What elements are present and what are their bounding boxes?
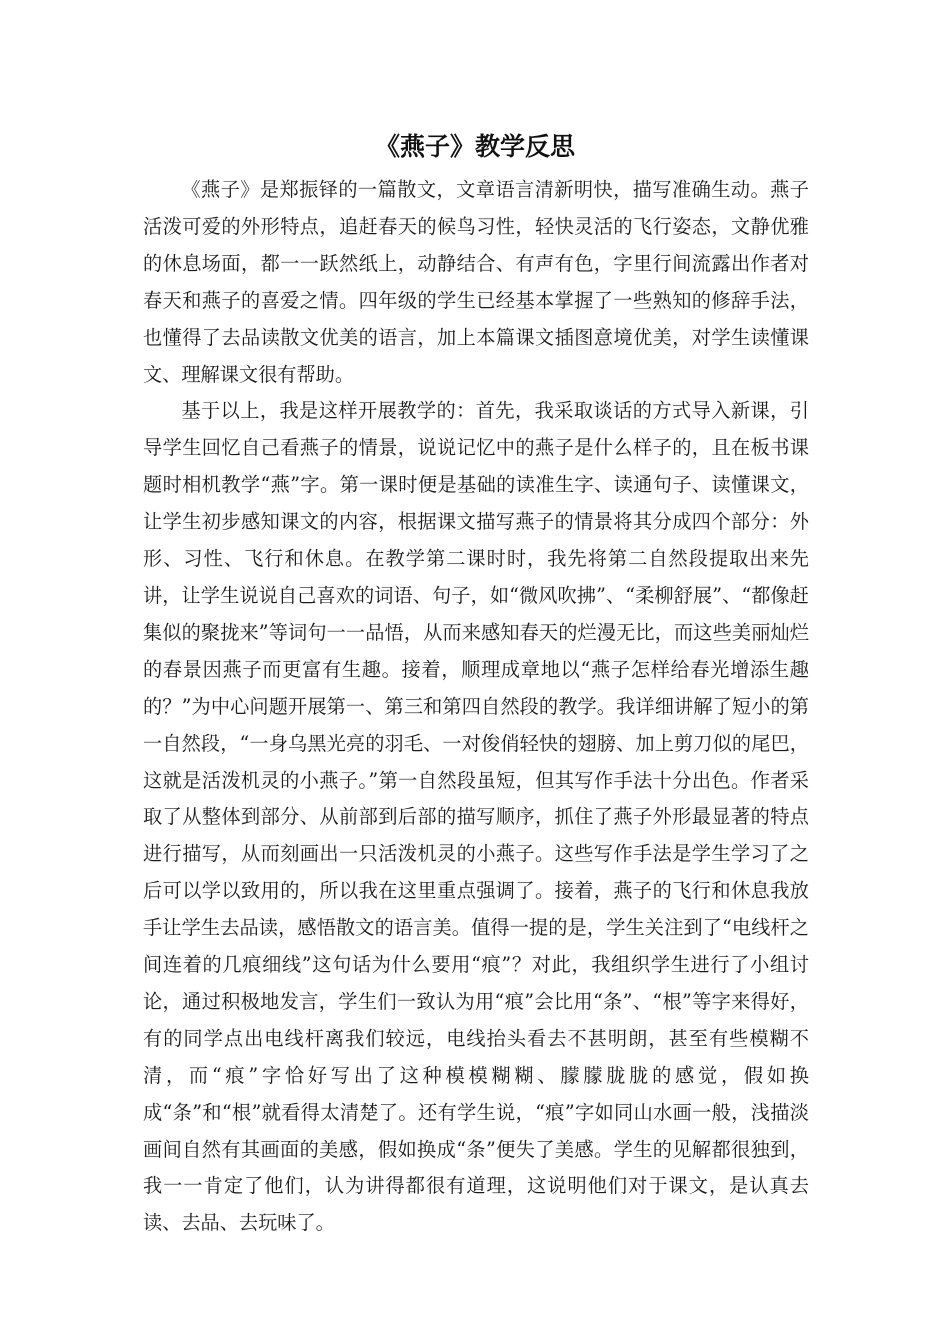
paragraph-intro: 《燕子》是郑振铎的一篇散文，文章语言清新明快，描写准确生动。燕子活泼可爱的外形特点，追赶春天的候鸟习性，轻快灵活的飞行姿态，文静优雅的休息场面，都一一跃然纸上，动静结合、有声有色，字里行间流露出作者对春天和燕子的喜爱之情。四年级的学生已经基本掌握了一些熟知的修辞手法，也懂得了去品读散文优美的语言，加上本篇课文插图意境优美，对学生读懂课文、理解课文很有帮助。	[143, 178, 809, 386]
document-body	[143, 172, 809, 1242]
paragraph-teaching-process: 基于以上，我是这样开展教学的：首先，我采取谈话的方式导入新课，引导学生回忆自己看燕子的情景，说说记忆中的燕子是什么样子的，且在板书课题时相机教学“燕”字。第一课时便是基础的读准生字、读通句子、读懂课文，让学生初步感知课文的内容，根据课文描写燕子的情景将其分成四个部分：外形、习性、飞行和休息。在教学第二课时时，我先将第二自然段提取出来先讲，让学生说说自己喜欢的词语、句子，如“微风吹拂”、“柔柳舒展”、“都像赶集似的聚拢来”等词句一一品悟，从而来感知春天的烂漫无比，而这些美丽灿烂的春景因燕子而更富有生趣。接着，顺理成章地以“燕子怎样给春光增添生趣的？”为中心问题开展第一、第三和第四自然段的教学。我详细讲解了短小的第一自然段，“一身乌黑光亮的羽毛、一对俊俏轻快的翅膀、加上剪刀似的尾巴，这就是活泼机灵的小燕子。”第一自然段虽短，但其写作手法十分出色。作者采取了从整体到部分、从前部到后部的描写顺序，抓住了燕子外形最显著的特点进行描写，从而刻画出一只活泼机灵的小燕子。这些写作手法是学生学习了之后可以学以致用的，所以我在这里重点强调了。接着，燕子的飞行和休息我放手让学生去品读，感悟散文的语言美。值得一提的是，学生关注到了“电线杆之间连着的几痕细线”这句话为什么要用“痕”？对此，我组织学生进行了小组讨论，通过积极地发言，学生们一致认为用“痕”会比用“条”、“根”等字来得好，有的同学点出电线杆离我们较远，电线抬头看去不甚明朗，甚至有些模糊不清，而“痕”字恰好写出了这种模模糊糊、朦朦胧胧的感觉，假如换成“条”和“根”就看得太清楚了。还有学生说，“痕”字如同山水画一般，浅描淡画间自然有其画面的美感，假如换成“条”便失了美感。学生的见解都很独到，我一一肯定了他们，认为讲得都很有道理，这说明他们对于课文，是认真去读、去品、去玩味了。	[143, 399, 809, 1235]
document-title: 《燕子》教学反思	[374, 132, 575, 161]
